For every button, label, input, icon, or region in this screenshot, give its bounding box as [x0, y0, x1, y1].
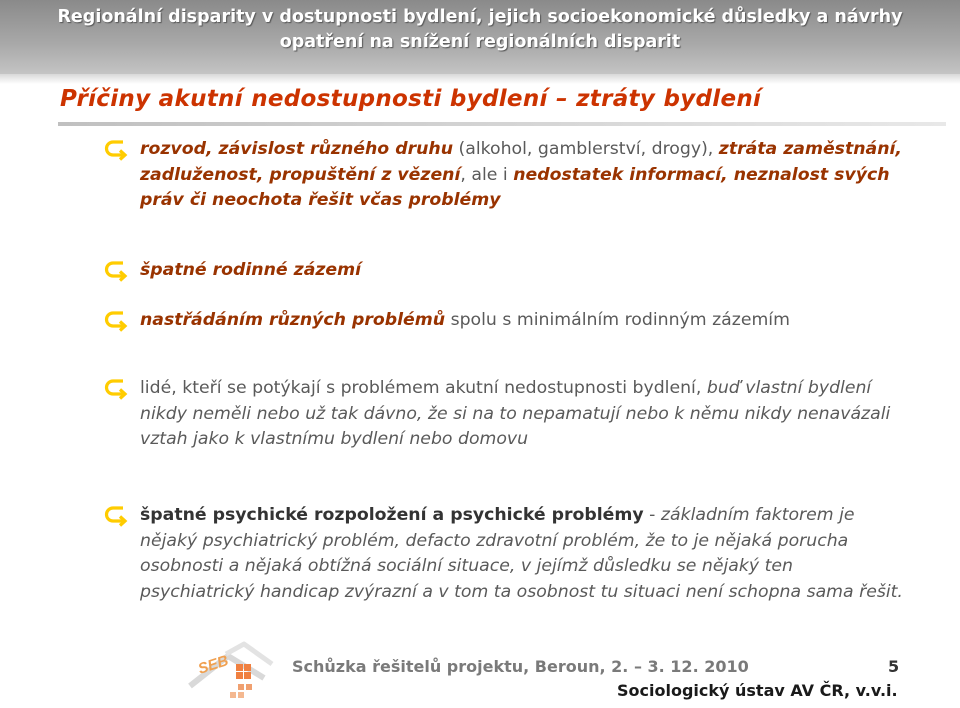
- bullet-text: [140, 376, 904, 453]
- bullet-segment: rozvod, závislost různého druhu: [140, 139, 453, 159]
- bullet-segment: , ale i: [460, 164, 514, 185]
- bullet-item: [104, 258, 904, 284]
- header-line-2: opatření na snížení regionálních disparit: [279, 32, 681, 52]
- bullet-segment: základním faktorem je nějaký psychiatrický problém, defacto zdravotní problém, že to je nějaká porucha osobnosti a nějaká obtížná sociální situace, v jejímž důsledku se nějaký ten psychiatrický handicap zvýrazní a v tom ta osobnost tu situaci není schopna sama řešit.: [140, 505, 903, 602]
- bullet-text: [140, 137, 904, 214]
- curved-arrow-icon: [104, 137, 130, 162]
- logo-text: SEB: [195, 652, 231, 678]
- title-underline: [58, 122, 946, 126]
- bullet-segment: buď vlastní bydlení nikdy neměli nebo už tak dávno, že si na to nepamatují nebo k němu nikdy nenavázali vztah jako k vlastnímu bydlení nebo domovu: [140, 378, 891, 449]
- bullet-text: [140, 308, 904, 334]
- slide-title: Příčiny akutní nedostupnosti bydlení – ztráty bydlení: [60, 86, 762, 112]
- curved-arrow-icon: [104, 503, 130, 528]
- slide-header: [0, 0, 960, 74]
- footer-institute: Sociologický ústav AV ČR, v.v.i.: [617, 681, 898, 700]
- footer-meeting: Schůzka řešitelů projektu, Beroun, 2. – 3. 12. 2010: [292, 657, 749, 676]
- seb-logo: [186, 638, 278, 708]
- bullet-segment: nastřádáním různých problémů: [140, 310, 446, 330]
- header-line-1: Regionální disparity v dostupnosti bydlení, jejich socioekonomické důsledky a návrhy: [57, 7, 903, 27]
- header-shadow: [0, 74, 960, 84]
- bullet-segment: špatné rodinné zázemí: [140, 260, 362, 280]
- curved-arrow-icon: [104, 258, 130, 283]
- bullet-text: [140, 503, 904, 605]
- bullet-item: [104, 308, 904, 334]
- bullet-item: [104, 503, 904, 605]
- page-number: 5: [888, 657, 900, 676]
- bullet-segment: -: [643, 505, 661, 525]
- bullet-segment: spolu s minimálním rodinným zázemím: [445, 310, 790, 330]
- bullet-segment: ztráta zaměstnání, zadluženost, propuštění z vězení: [140, 139, 902, 185]
- bullet-item: [104, 137, 904, 214]
- bullet-text: [140, 258, 904, 284]
- bullet-segment: (alkohol, gamblerství, drogy),: [453, 139, 719, 159]
- bullet-segment: lidé, kteří se potýkají s problémem akutní nedostupnosti bydlení,: [140, 378, 707, 398]
- curved-arrow-icon: [104, 376, 130, 401]
- bullet-segment: špatné psychické rozpoložení a psychické problémy: [140, 505, 644, 525]
- curved-arrow-icon: [104, 308, 130, 333]
- bullet-item: [104, 376, 904, 453]
- bullet-segment: nedostatek informací, neznalost svých práv či neochota řešit včas problémy: [140, 164, 890, 210]
